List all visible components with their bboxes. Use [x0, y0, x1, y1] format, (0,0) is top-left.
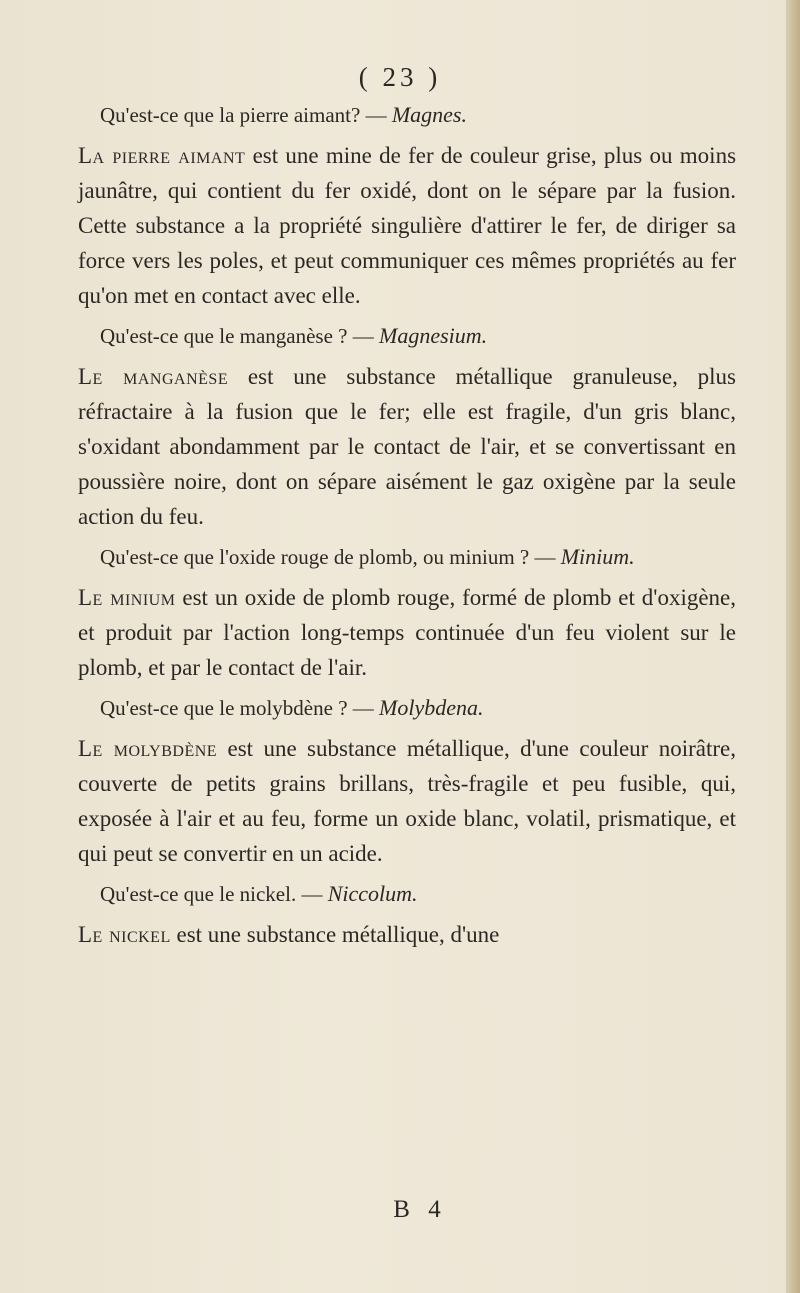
question-paragraph [78, 540, 736, 574]
latin-answer: Magnesium. [379, 323, 488, 348]
question-text: Qu'est-ce que la pierre aimant? — [100, 103, 387, 127]
term-heading: Le manganèse [78, 364, 229, 389]
latin-answer: Magnes. [391, 102, 467, 127]
term-heading: Le molybdène [78, 736, 218, 761]
signature-mark: B 4 [393, 1196, 447, 1223]
term-heading: Le nickel [78, 922, 171, 947]
question-text: Qu'est-ce que le manganèse ? — [100, 324, 374, 348]
question-text: Qu'est-ce que le molybdène ? — [100, 696, 374, 720]
question-paragraph [78, 691, 736, 725]
definition-paragraph [78, 731, 736, 871]
question-text: Qu'est-ce que l'oxide rouge de plomb, ou minium ? — [100, 545, 556, 569]
page-number: ( 23 ) [358, 62, 442, 92]
definition-paragraph [78, 917, 736, 952]
question-text: Qu'est-ce que le nickel. — [100, 882, 323, 906]
latin-answer: Molybdena. [379, 695, 484, 720]
definition-paragraph [78, 138, 736, 313]
definition-paragraph [78, 580, 736, 685]
question-paragraph [78, 98, 736, 132]
question-paragraph [78, 877, 736, 911]
definition-paragraph [78, 359, 736, 534]
definition-text: est une substance métallique granuleuse, plus réfractaire à la fusion que le fer; elle est fragile, d'un gris blanc, s'oxidant abondamment par le contact de l'air, et se convertissant en poussière noire, dont on sépare aisément le gaz oxigène par la seule action du feu. [78, 364, 736, 529]
term-heading: Le minium [78, 585, 176, 610]
page-edge [786, 0, 800, 1293]
definition-text: est une substance métallique, d'une [176, 922, 500, 947]
question-paragraph [78, 319, 736, 353]
latin-answer: Minium. [560, 544, 635, 569]
latin-answer: Niccolum. [327, 881, 418, 906]
term-heading: La pierre aimant [78, 143, 246, 168]
text-block [78, 98, 736, 958]
definition-text: est un oxide de plomb rouge, formé de plomb et d'oxigène, et produit par l'action long-temps continuée d'un feu violent sur le plomb, et par le contact de l'air. [78, 585, 737, 680]
definition-text: est une mine de fer de couleur grise, plus ou moins jaunâtre, qui contient du fer oxidé, dont on le sépare par la fusion. Cette substance a la propriété singulière d'attirer le fer, de diriger sa force vers les poles, et peut communiquer ces mêmes propriétés au fer qu'on met en contact avec elle. [78, 143, 737, 308]
definition-text: est une substance métallique, d'une couleur noirâtre, couverte de petits grains brillans, très-fragile et peu fusible, qui, exposée à l'air et au feu, forme un oxide blanc, volatil, prismatique, et qui peut se convertir en un acide. [78, 736, 736, 866]
